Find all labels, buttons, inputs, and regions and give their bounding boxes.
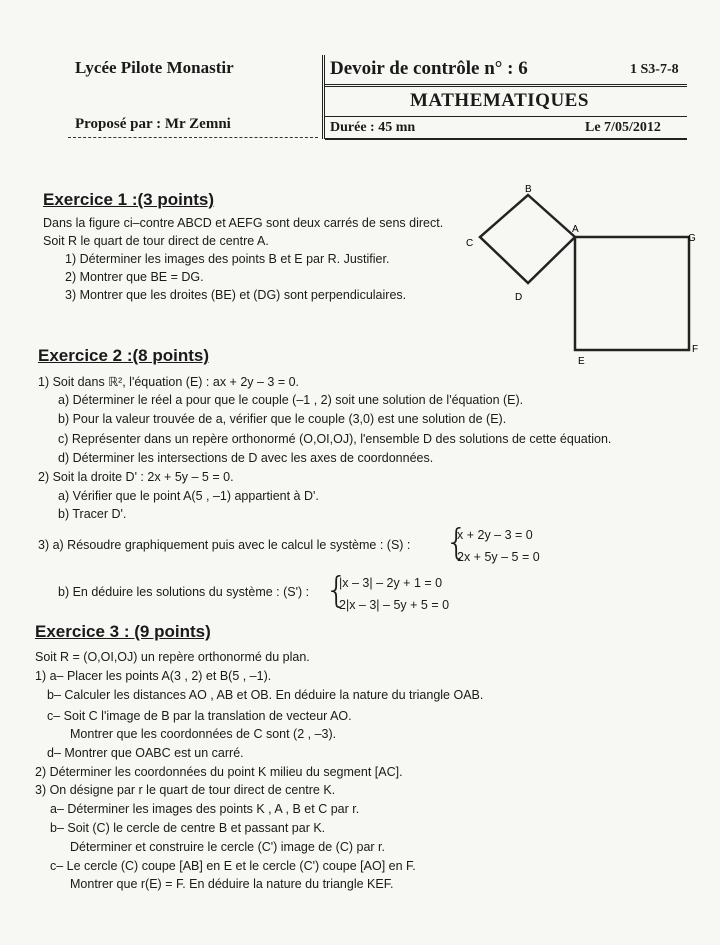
square-aefg — [575, 237, 689, 350]
ex1-intro: Soit R le quart de tour direct de centre A. — [43, 234, 269, 248]
square-abcd — [480, 195, 575, 283]
ex1-intro: Dans la figure ci–contre ABCD et AEFG sont deux carrés de sens direct. — [43, 216, 444, 230]
header-divider — [68, 137, 318, 138]
ex3-intro: Soit R = (O,OI,OJ) un repère orthonormé du plan. — [35, 650, 310, 664]
ex3-question: c– Soit C l'image de B par la translation de vecteur AO. — [47, 709, 352, 723]
label-g: G — [688, 233, 696, 244]
label-e: E — [578, 356, 585, 367]
author-line: Proposé par : Mr Zemni — [75, 116, 231, 132]
exercise-1-title: Exercice 1 :(3 points) — [43, 190, 215, 209]
exam-duration: Durée : 45 mn — [330, 120, 416, 135]
ex1-question: 3) Montrer que les droites (BE) et (DG) sont perpendiculaires. — [65, 288, 407, 302]
system-sp-eq1: |x – 3| – 2y + 1 = 0 — [339, 576, 443, 590]
ex3-question: 1) a– Placer les points A(3 , 2) et B(5 , –1). — [35, 669, 272, 683]
header-rule — [325, 116, 687, 117]
system-brace: { — [445, 522, 468, 563]
ex1-question: 1) Déterminer les images des points B et E par R. Justifier. — [65, 252, 390, 266]
ex3-question: 3) On désigne par r le quart de tour direct de centre K. — [35, 783, 336, 797]
ex3-question: Déterminer et construire le cercle (C') image de (C) par r. — [70, 840, 385, 854]
exam-title: Devoir de contrôle n° : 6 — [330, 58, 528, 79]
ex2-question: b) En déduire les solutions du système : (S') : — [58, 585, 310, 599]
ex2-question: b) Pour la valeur trouvée de a, vérifier que le couple (3,0) est une solution de (E). — [58, 412, 507, 426]
ex1-question: 2) Montrer que BE = DG. — [65, 270, 204, 284]
exercise-3-title: Exercice 3 : (9 points) — [35, 622, 211, 641]
ex3-question: b– Soit (C) le cercle de centre B et passant par K. — [50, 821, 326, 835]
squares-figure — [455, 180, 715, 370]
label-f: F — [692, 344, 699, 355]
system-sp-eq2: 2|x – 3| – 5y + 5 = 0 — [339, 598, 450, 612]
ex2-question: b) Tracer D'. — [58, 507, 127, 521]
label-c: C — [466, 238, 474, 249]
ex3-question: Montrer que r(E) = F. En déduire la nature du triangle KEF. — [70, 877, 394, 891]
ex2-question: a) Vérifier que le point A(5 , –1) appartient à D'. — [58, 489, 319, 503]
class-level: 1 S3-7-8 — [630, 62, 679, 77]
exercise-2-title: Exercice 2 :(8 points) — [38, 346, 210, 365]
ex2-question: 3) a) Résoudre graphiquement puis avec le calcul le système : (S) : — [38, 538, 411, 552]
ex3-question: 2) Déterminer les coordonnées du point K milieu du segment [AC]. — [35, 765, 403, 779]
label-b: B — [525, 184, 532, 195]
ex2-question: c) Représenter dans un repère orthonormé (O,OI,OJ), l'ensemble D des solutions de cette équation. — [58, 432, 612, 446]
system-s-eq2: 2x + 5y – 5 = 0 — [457, 550, 540, 564]
ex3-question: a– Déterminer les images des points K , A , B et C par r. — [50, 802, 360, 816]
ex3-question: Montrer que les coordonnées de C sont (2 , –3). — [70, 727, 337, 741]
label-d: D — [515, 292, 523, 303]
system-s-eq1: x + 2y – 3 = 0 — [457, 528, 533, 542]
ex3-question: c– Le cercle (C) coupe [AB] en E et le cercle (C') coupe [AO] en F. — [50, 859, 416, 873]
header-rule — [325, 84, 687, 87]
system-brace: { — [325, 570, 348, 611]
subject-title: MATHEMATIQUES — [410, 90, 589, 111]
exam-date: Le 7/05/2012 — [585, 120, 661, 135]
ex3-question: b– Calculer les distances AO , AB et OB. En déduire la nature du triangle OAB. — [47, 688, 484, 702]
ex2-question: 2) Soit la droite D' : 2x + 5y – 5 = 0. — [38, 470, 234, 484]
ex2-question: 1) Soit dans ℝ², l'équation (E) : ax + 2y – 3 = 0. — [38, 375, 300, 389]
ex2-question: a) Déterminer le réel a pour que le couple (–1 , 2) soit une solution de l'équation (E). — [58, 393, 524, 407]
label-a: A — [572, 224, 579, 235]
ex2-question: d) Déterminer les intersections de D avec les axes de coordonnées. — [58, 451, 434, 465]
header-rule — [325, 138, 687, 140]
school-name: Lycée Pilote Monastir — [75, 58, 234, 77]
ex3-question: d– Montrer que OABC est un carré. — [47, 746, 244, 760]
